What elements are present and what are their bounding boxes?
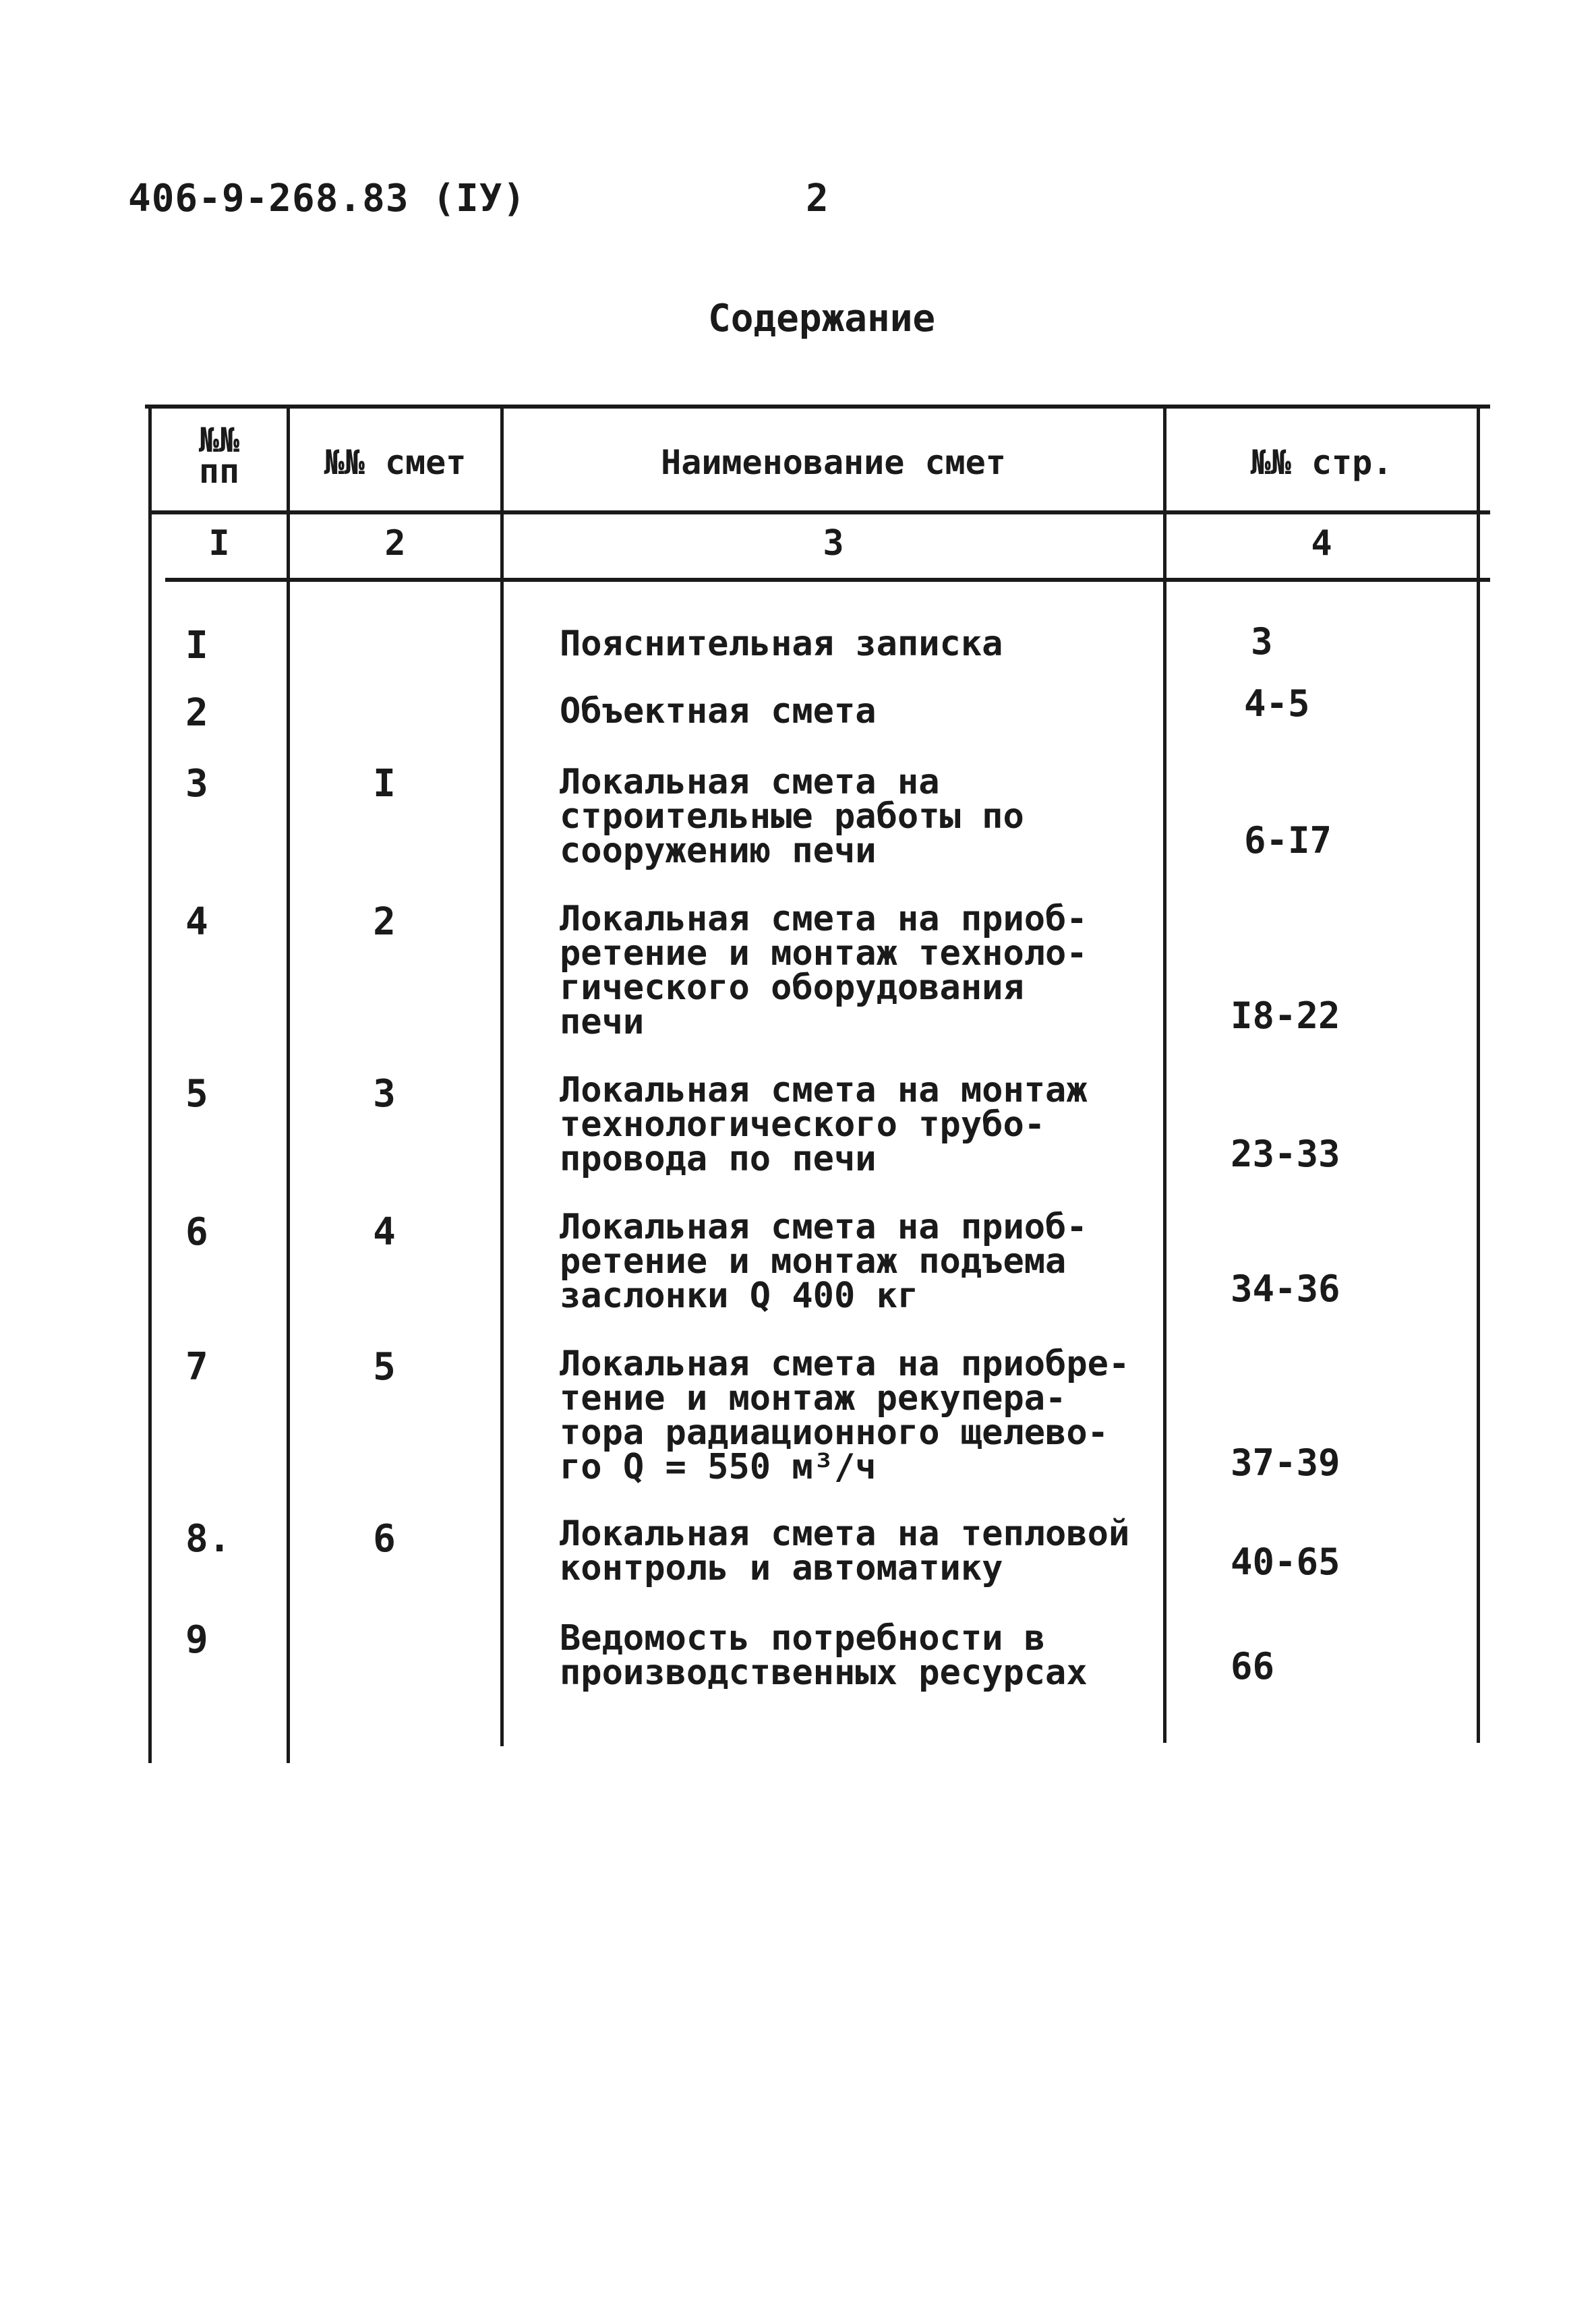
table-row-6-number: 6 [185, 1210, 208, 1254]
table-row-5-number: 5 [185, 1072, 208, 1116]
column-divider-2 [500, 408, 504, 1746]
table-row-2-number: 2 [185, 691, 208, 735]
table-row-8-estimate: 6 [373, 1517, 396, 1561]
table-right-border [1477, 408, 1480, 1743]
table-row-7-name: Локальная смета на приобре- тение и монтаж рекупера- тора радиационного щелево- го Q = 550 м³/ч [560, 1344, 1130, 1487]
table-row-4-pages: I8-22 [1231, 994, 1340, 1037]
column-numbers-divider [165, 578, 1490, 582]
table-row-1-name: Пояснительная записка [560, 624, 1003, 664]
page-title: Содержание [708, 297, 936, 340]
table-row-6-estimate: 4 [373, 1210, 396, 1254]
table-row-4-estimate: 2 [373, 900, 396, 944]
page-number: 2 [806, 177, 829, 220]
table-row-6-name: Локальная смета на приоб- ретение и монтаж подъема заслонки Q 400 кг [560, 1207, 1088, 1316]
table-row-7-pages: 37-39 [1231, 1441, 1340, 1484]
table-row-3-name: Локальная смета на строительные работы по сооружению печи [560, 762, 1024, 871]
header-cell-page-numbers: №№ стр. [1250, 443, 1393, 482]
table-row-7-estimate: 5 [373, 1345, 396, 1389]
table-row-9-name: Ведомость потребности в производственных ресурсах [560, 1618, 1088, 1693]
table-row-3-pages: 6-I7 [1244, 819, 1332, 862]
column-number-3: 3 [823, 523, 844, 564]
table-row-8-number: 8. [185, 1517, 231, 1561]
table-row-8-name: Локальная смета на тепловой контроль и автоматику [560, 1514, 1130, 1588]
table-row-9-pages: 66 [1231, 1645, 1275, 1688]
header-cell-estimate-number: №№ смет [324, 443, 467, 482]
table-row-5-pages: 23-33 [1231, 1133, 1340, 1175]
table-row-5-name: Локальная смета на монтаж технологического трубо- провода по печи [560, 1070, 1088, 1179]
header-divider [148, 510, 1490, 514]
table-row-4-name: Локальная смета на приоб- ретение и монтаж техноло- гического оборудования печи [560, 899, 1088, 1042]
table-row-8-pages: 40-65 [1231, 1541, 1340, 1583]
table-row-1-pages: 3 [1251, 620, 1273, 663]
table-row-3-estimate: I [373, 762, 396, 806]
table-top-border [145, 405, 1490, 409]
table-row-2-pages: 4-5 [1244, 682, 1310, 725]
column-number-4: 4 [1311, 523, 1332, 564]
column-number-2: 2 [384, 523, 406, 564]
table-row-4-number: 4 [185, 900, 208, 944]
header-cell-row-number: №№ пп [198, 421, 240, 491]
header-cell-estimate-name: Наименование смет [661, 443, 1006, 482]
document-code: 406-9-268.83 (IУ) [128, 177, 527, 220]
table-row-3-number: 3 [185, 762, 208, 806]
table-left-border [148, 408, 152, 1763]
table-row-1-number: I [185, 624, 208, 667]
table-row-6-pages: 34-36 [1231, 1268, 1340, 1310]
column-number-1: I [208, 523, 230, 564]
column-divider-1 [287, 408, 290, 1763]
table-row-7-number: 7 [185, 1345, 208, 1389]
table-row-2-name: Объектная смета [560, 691, 877, 732]
table-row-9-number: 9 [185, 1618, 208, 1662]
table-row-5-estimate: 3 [373, 1072, 396, 1116]
